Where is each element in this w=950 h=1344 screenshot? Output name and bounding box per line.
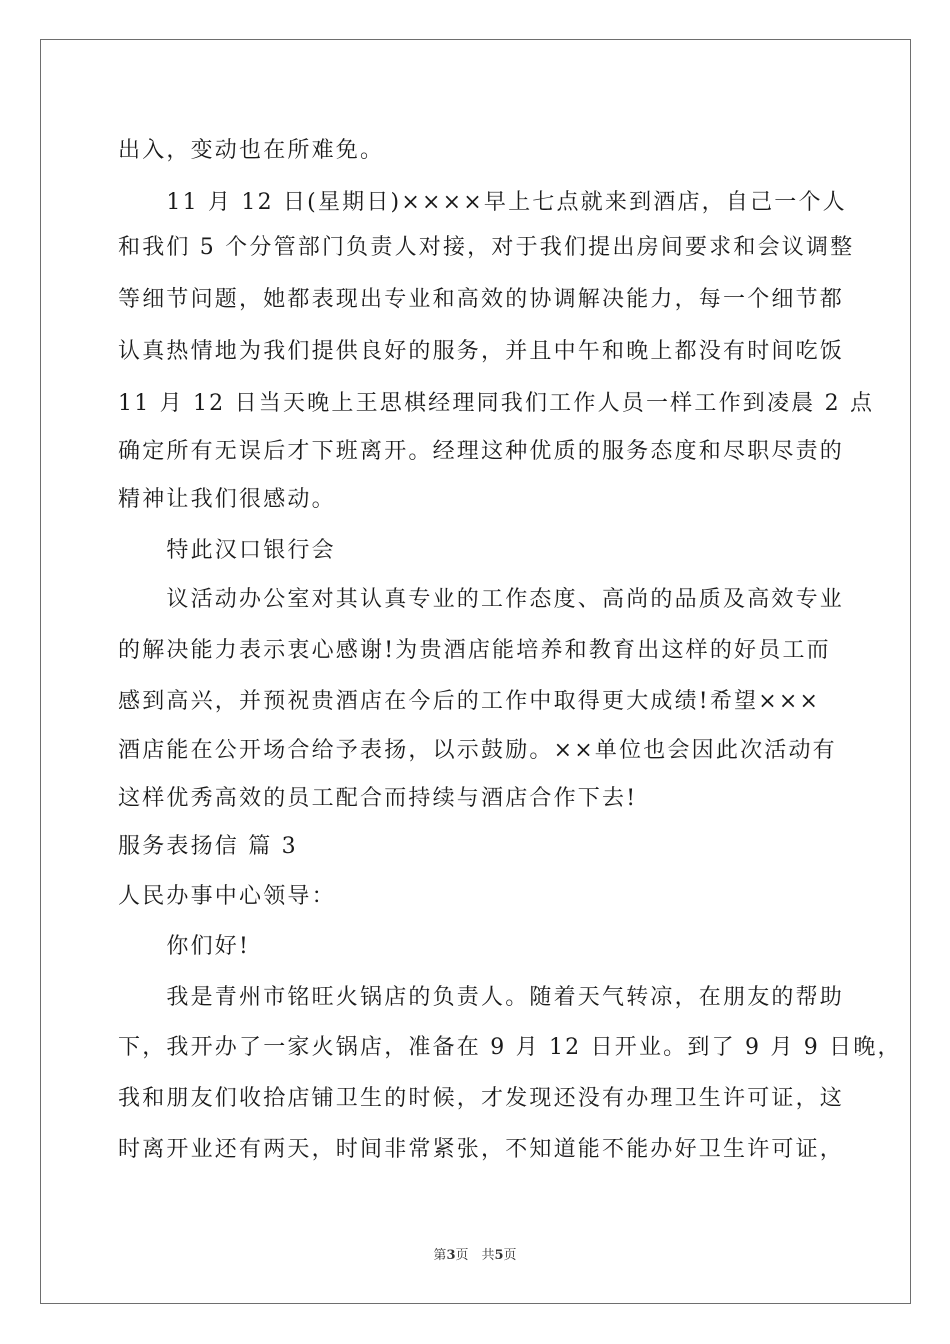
total-pages-number: 5 — [494, 1248, 504, 1263]
paragraph-line: 我是青州市铭旺火锅店的负责人。随着天气转凉，在朋友的帮助 — [118, 985, 845, 1010]
paragraph-line: 和我们 5 个分管部门负责人对接，对于我们提出房间要求和会议调整 — [118, 235, 855, 260]
paragraph-line: 出入，变动也在所难免。 — [118, 138, 385, 163]
paragraph-line: 我和朋友们收拾店铺卫生的时候，才发现还没有办理卫生许可证，这 — [118, 1086, 845, 1111]
paragraph-line: 等细节问题，她都表现出专业和高效的协调解决能力，每一个细节都 — [118, 287, 845, 312]
paragraph-line: 下，我开办了一家火锅店，准备在 9 月 12 日开业。到了 9 月 9 日晚， — [118, 1035, 902, 1060]
paragraph-line: 特此汉口银行会 — [118, 538, 336, 563]
section-heading: 服务表扬信 篇 3 — [118, 834, 298, 859]
salutation: 人民办事中心领导： — [118, 884, 336, 909]
page-footer — [0, 1247, 950, 1265]
paragraph-line: 时离开业还有两天，时间非常紧张，不知道能不能办好卫生许可证， — [118, 1137, 845, 1162]
paragraph-line: 这样优秀高效的员工配合而持续与酒店合作下去! — [118, 786, 638, 811]
paragraph-line: 11 月 12 日当天晚上王思棋经理同我们工作人员一样工作到凌晨 2 点 — [118, 391, 875, 416]
page-border — [40, 39, 911, 1304]
page-mid: 页 共 — [455, 1248, 495, 1263]
paragraph-line: 确定所有无误后才下班离开。经理这种优质的服务态度和尽职尽责的 — [118, 439, 845, 464]
page-prefix: 第 — [433, 1248, 447, 1263]
greeting: 你们好! — [118, 934, 251, 959]
paragraph-line: 酒店能在公开场合给予表扬，以示鼓励。××单位也会因此次活动有 — [118, 738, 837, 763]
paragraph-line: 11 月 12 日(星期日)××××早上七点就来到酒店，自己一个人 — [118, 190, 847, 215]
page-suffix: 页 — [503, 1248, 517, 1263]
paragraph-line: 感到高兴，并预祝贵酒店在今后的工作中取得更大成绩!希望××× — [118, 689, 821, 714]
current-page-number: 3 — [446, 1248, 456, 1263]
paragraph-line: 认真热情地为我们提供良好的服务，并且中午和晚上都没有时间吃饭 — [118, 339, 845, 364]
paragraph-line: 的解决能力表示衷心感谢!为贵酒店能培养和教育出这样的好员工而 — [118, 638, 831, 663]
paragraph-line: 精神让我们很感动。 — [118, 487, 336, 512]
paragraph-line: 议活动办公室对其认真专业的工作态度、高尚的品质及高效专业 — [118, 587, 845, 612]
